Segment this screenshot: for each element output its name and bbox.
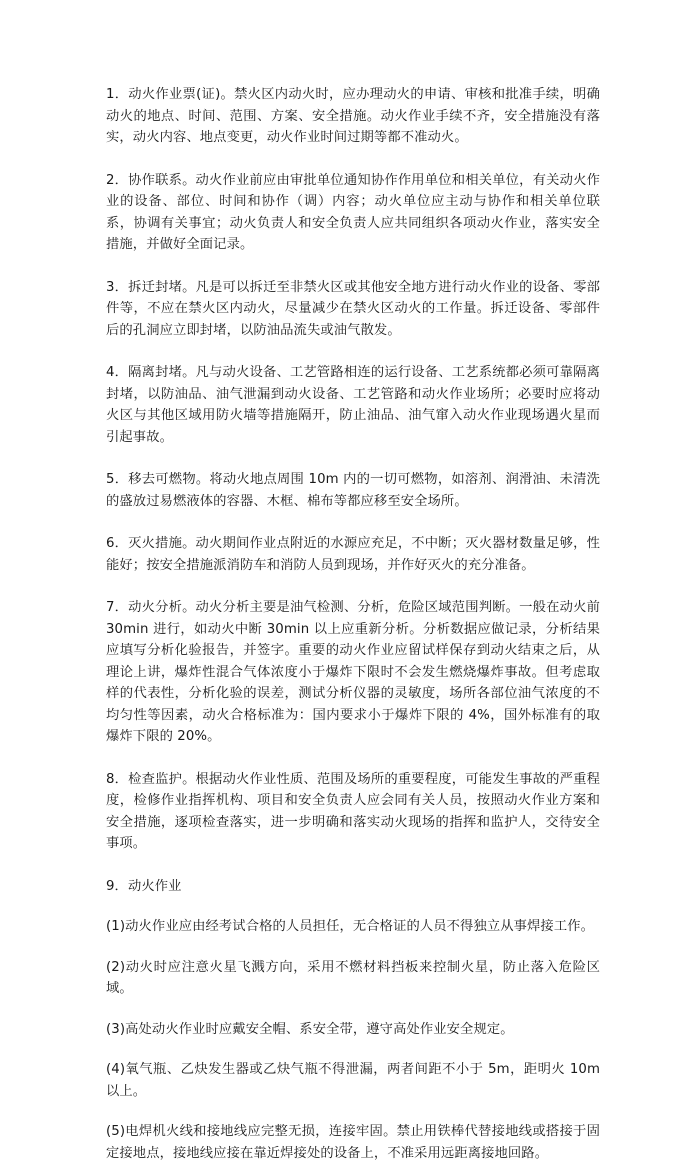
paragraph-5-remove-combustibles: 5．移去可燃物。将动火地点周围 10m 内的一切可燃物，如溶剂、润滑油、未清洗的盛放过易燃液体的容器、木框、棉布等都应移至安全场所。 (106, 472, 600, 509)
sub-item-2-spark-direction: (2)动火时应注意火星飞溅方向，采用不燃材料挡板来控制火星，防止落入危险区域。 (106, 959, 600, 996)
paragraph-8-inspection-supervision: 8．检查监护。根据动火作业性质、范围及场所的重要程度，可能发生事故的严重程度，检修作业指挥机构、项目和安全负责人应会同有关人员，按照动火作业方案和安全措施，逐项检查落实，进一步明确和落实动火现场的指挥和监护人，交待安全事项。 (106, 771, 600, 851)
sub-item-4-gas-cylinders: (4)氧气瓶、乙炔发生器或乙炔气瓶不得泄漏，两者间距不小于 5m，距明火 10m 以上。 (106, 1062, 600, 1099)
paragraph-2-coordination: 2．协作联系。动火作业前应由审批单位通知协作作用单位和相关单位，有关动火作业的设备、部位、时间和协作（调）内容；动火单位应主动与协作和相关单位联系，协调有关事宜；动火负责人和安全负责人应共同组织各项动火作业，落实安全措施，并做好全面记录。 (106, 172, 600, 252)
paragraph-3-relocation-sealing: 3．拆迁封堵。凡是可以拆迁至非禁火区或其他安全地方进行动火作业的设备、零部件等，不应在禁火区内动火，尽量减少在禁火区动火的工作量。拆迁设备、零部件后的孔洞应立即封堵，以防油品流失或油气散发。 (106, 279, 600, 338)
sub-item-1-qualified-personnel: (1)动火作业应由经考试合格的人员担任，无合格证的人员不得独立从事焊接工作。 (106, 919, 595, 934)
paragraph-1-work-permit: 1．动火作业票(证)。禁火区内动火时，应办理动火的申请、审核和批准手续，明确动火的地点、时间、范围、方案、安全措施。动火作业手续不齐，安全措施没有落实，动火内容、地点变更，动火作业时间过期等都不准动火。 (106, 87, 600, 145)
paragraph-4-isolation-sealing: 4．隔离封堵。凡与动火设备、工艺管路相连的运行设备、工艺系统都必须可靠隔离封堵，以防油品、油气泄漏到动火设备、工艺管路和动火作业场所；必要时应将动火区与其他区域用防火墙等措施隔开，防止油品、油气窜入动火作业现场遇火星而引起事故。 (106, 365, 600, 445)
paragraph-7-fire-analysis: 7．动火分析。动火分析主要是油气检测、分析，危险区域范围判断。一般在动火前 30min 进行，如动火中断 30min 以上应重新分析。分析数据应做记录，分析结果应填写分析化验报告，并签字。重要的动火作业应留试样保存到动火结束之后，从理论上讲，爆炸性混合气体浓度小于爆炸下限时不会发生燃烧爆炸事故。但考虑取样的代表性，分析化验的误差，测试分析仪器的灵敏度，场所各部位油气浓度的不均匀性等因素，动火合格标准为：国内要求小于爆炸下限的 4%，国外标准有的取爆炸下限的 20%。 (106, 600, 600, 744)
sub-item-5-welding-ground-wire: (5)电焊机火线和接地线应完整无损，连接牢固。禁止用铁棒代替接地线或搭接于固定接地点，接地线应接在靠近焊接处的设备上，不准采用远距离接地回路。 (106, 1124, 600, 1161)
paragraph-9-heading-hot-work: 9．动火作业 (106, 878, 182, 894)
sub-item-3-high-altitude: (3)高处动火作业时应戴安全帽、系安全带，遵守高处作业安全规定。 (106, 1021, 514, 1037)
paragraph-6-fire-extinguishing: 6．灭火措施。动火期间作业点附近的水源应充足，不中断；灭火器材数量足够，性能好；按安全措施派消防车和消防人员到现场，并作好灭火的充分准备。 (106, 536, 600, 573)
